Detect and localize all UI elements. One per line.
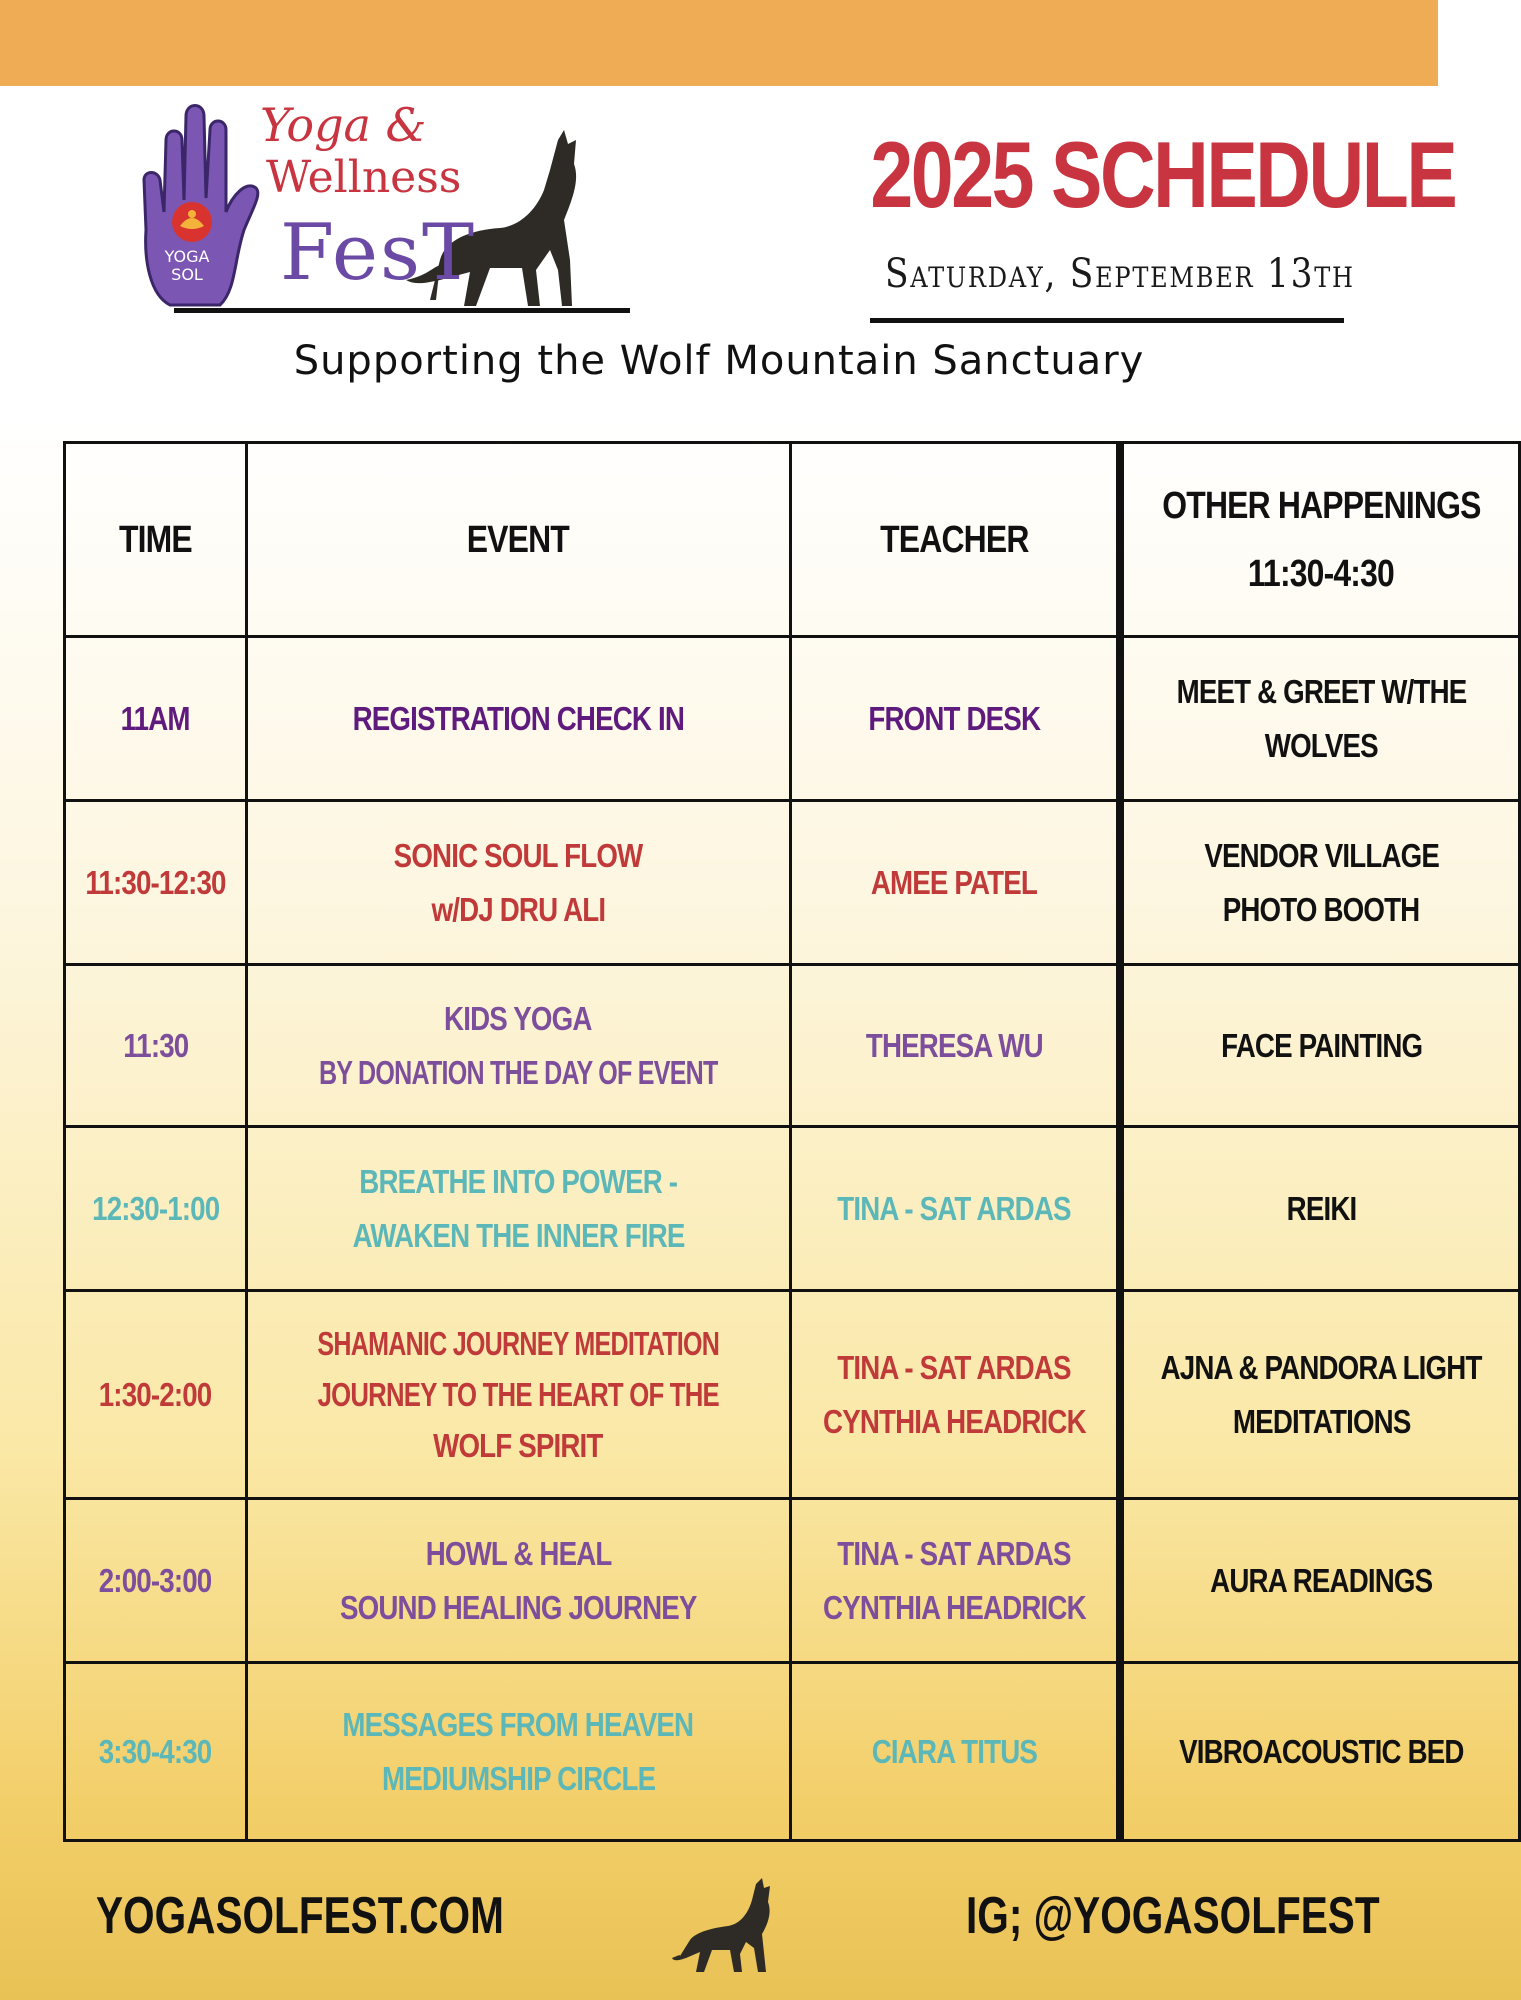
row-time: 11:30 <box>65 965 247 1127</box>
row-event: BREATHE INTO POWER - AWAKEN THE INNER FIRE <box>246 1127 790 1291</box>
date-underline <box>870 318 1344 323</box>
wolf-icon <box>672 1876 792 1976</box>
row-teacher: TINA - SAT ARDAS CYNTHIA HEADRICK <box>790 1291 1120 1499</box>
table-row <box>65 1291 1520 1499</box>
row-other: MEET & GREET W/THE WOLVES <box>1120 637 1520 801</box>
row-teacher: FRONT DESK <box>790 637 1120 801</box>
row-time: 11:30-12:30 <box>65 801 247 965</box>
table-row <box>65 801 1520 965</box>
row-event: KIDS YOGA BY DONATION THE DAY OF EVENT <box>246 965 790 1127</box>
table-header-row <box>65 443 1520 637</box>
yoga-wellness-fest-logo <box>140 100 640 320</box>
header-event: EVENT <box>246 443 790 637</box>
row-other: VENDOR VILLAGE PHOTO BOOTH <box>1120 801 1520 965</box>
row-other: VIBROACOUSTIC BED <box>1120 1663 1520 1841</box>
row-event: HOWL & HEAL SOUND HEALING JOURNEY <box>246 1499 790 1663</box>
website-link[interactable]: YOGASOLFEST.COM <box>96 1887 504 1945</box>
instagram-handle[interactable]: IG; @YOGASOLFEST <box>966 1887 1380 1945</box>
row-event: SHAMANIC JOURNEY MEDITATION JOURNEY TO THE HEART OF THE WOLF SPIRIT <box>246 1291 790 1499</box>
row-teacher: CIARA TITUS <box>790 1663 1120 1841</box>
row-teacher: TINA - SAT ARDAS CYNTHIA HEADRICK <box>790 1499 1120 1663</box>
logo-yoga-sol-badge <box>152 248 222 284</box>
table-row <box>65 1499 1520 1663</box>
row-time: 1:30-2:00 <box>65 1291 247 1499</box>
schedule-table <box>63 441 1521 1842</box>
table-row <box>65 1127 1520 1291</box>
logo-yoga-text: Yoga & <box>260 98 427 152</box>
row-time: 2:00-3:00 <box>65 1499 247 1663</box>
schedule-date: Saturday, September 13th <box>885 251 1355 297</box>
logo-fest-text: FesT <box>280 208 477 298</box>
header-teacher: TEACHER <box>790 443 1120 637</box>
row-time: 12:30-1:00 <box>65 1127 247 1291</box>
top-color-bar <box>0 0 1438 86</box>
row-teacher: TINA - SAT ARDAS <box>790 1127 1120 1291</box>
row-time: 3:30-4:30 <box>65 1663 247 1841</box>
logo-wellness-text: Wellness <box>266 152 462 203</box>
row-event: SONIC SOUL FLOW w/DJ DRU ALI <box>246 801 790 965</box>
badge-line-2: SOL <box>171 265 203 284</box>
row-event: MESSAGES FROM HEAVEN MEDIUMSHIP CIRCLE <box>246 1663 790 1841</box>
table-row <box>65 637 1520 801</box>
row-event: REGISTRATION CHECK IN <box>246 637 790 801</box>
row-other: REIKI <box>1120 1127 1520 1291</box>
header-other-happenings: OTHER HAPPENINGS 11:30-4:30 <box>1120 443 1520 637</box>
table-row <box>65 965 1520 1127</box>
row-other: AURA READINGS <box>1120 1499 1520 1663</box>
schedule-title: 2025 SCHEDULE <box>870 122 1456 227</box>
row-teacher: AMEE PATEL <box>790 801 1120 965</box>
table-row <box>65 1663 1520 1841</box>
row-other: AJNA & PANDORA LIGHT MEDITATIONS <box>1120 1291 1520 1499</box>
row-other: FACE PAINTING <box>1120 965 1520 1127</box>
row-teacher: THERESA WU <box>790 965 1120 1127</box>
row-time: 11AM <box>65 637 247 801</box>
subtitle: Supporting the Wolf Mountain Sanctuary <box>293 338 1145 384</box>
header-time: TIME <box>65 443 247 637</box>
badge-line-1: YOGA <box>164 247 210 266</box>
